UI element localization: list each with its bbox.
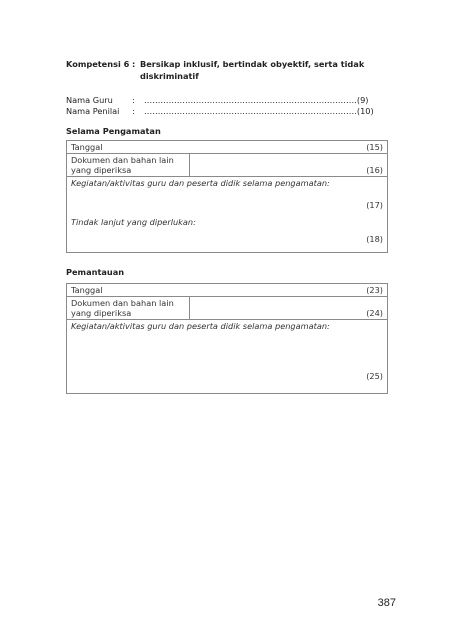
nama-penilai-colon: : [132,106,135,116]
tindak-lanjut-label: Tindak lanjut yang diperlukan: [71,216,196,227]
kegiatan-cell [67,177,388,216]
kegiatan-number: (17) [366,200,383,210]
pemantauan-table [66,283,388,394]
kompetensi-title-line1: Bersikap inklusif, bertindak obyektif, serta tidak [140,59,365,69]
pemantauan-heading: Pemantauan [66,267,125,277]
kegiatan-label: Kegiatan/aktivitas guru dan peserta didik selama pengamatan: [71,178,330,188]
dokumen-label-line1: Dokumen dan bahan lain [71,298,174,308]
nama-penilai-label: Nama Penilai [66,106,120,116]
dokumen-value-cell [190,297,388,320]
nama-penilai-field: ……………………………………………………………………(10) [144,106,374,116]
nama-guru-colon: : [132,95,135,105]
tanggal-label: Tanggal [71,285,103,295]
selama-pengamatan-table [66,140,388,253]
kegiatan-number: (25) [366,371,383,381]
kegiatan-cell [67,320,388,394]
tanggal-number: (15) [366,142,383,152]
dokumen-row [67,154,388,177]
selama-pengamatan-heading: Selama Pengamatan [66,126,161,136]
tanggal-cell [67,141,388,154]
tanggal-label: Tanggal [71,142,103,152]
dokumen-value-cell [190,154,388,177]
kegiatan-row [67,320,388,394]
tindak-lanjut-row [67,216,388,253]
tanggal-row [67,141,388,154]
tanggal-row [67,284,388,297]
kompetensi-colon: : [132,59,136,69]
kompetensi-title-line2: diskriminatif [140,71,199,81]
dokumen-label-line2: yang diperiksa [71,165,132,175]
nama-guru-field: ……………………………………………………………………(9) [144,95,369,105]
dokumen-label-cell [67,154,190,177]
dokumen-label-line1: Dokumen dan bahan lain [71,155,174,165]
kegiatan-label: Kegiatan/aktivitas guru dan peserta didik selama pengamatan: [71,321,330,331]
nama-guru-label: Nama Guru [66,95,113,105]
dokumen-label-line2: yang diperiksa [71,308,132,318]
dokumen-row [67,297,388,320]
dokumen-label-cell [67,297,190,320]
dokumen-number: (24) [366,308,383,318]
tanggal-cell [67,284,388,297]
tindak-lanjut-cell [67,216,388,253]
page-number: 387 [377,597,396,609]
tanggal-number: (23) [366,285,383,295]
tindak-lanjut-number: (18) [366,233,383,244]
kegiatan-row [67,177,388,216]
dokumen-number: (16) [366,165,383,175]
kompetensi-label: Kompetensi 6 [66,59,130,69]
